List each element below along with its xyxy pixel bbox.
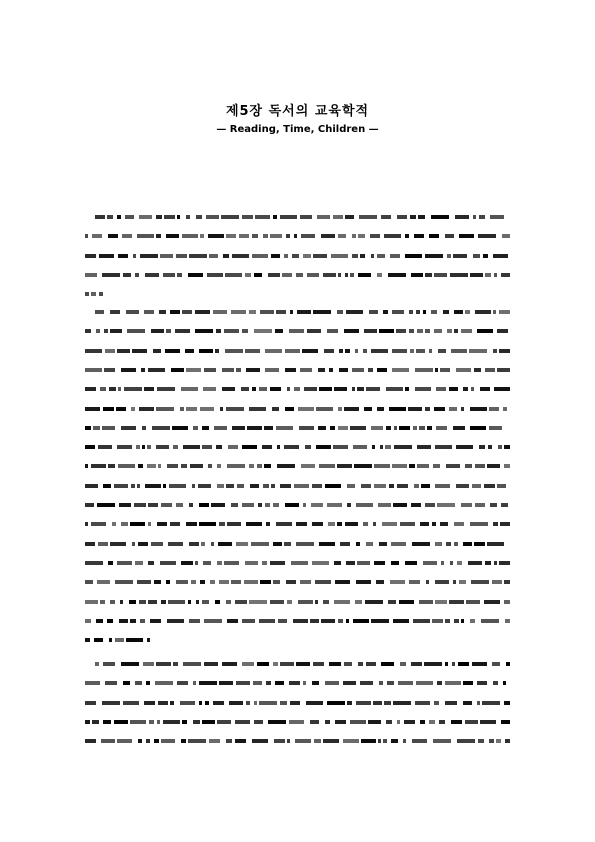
text-line bbox=[85, 215, 510, 219]
text-line bbox=[85, 464, 510, 468]
text-line bbox=[85, 329, 510, 333]
text-line bbox=[85, 273, 510, 277]
text-line bbox=[85, 638, 153, 642]
text-line bbox=[85, 503, 510, 507]
text-line bbox=[85, 407, 510, 411]
text-line bbox=[85, 561, 510, 565]
text-line bbox=[85, 349, 510, 353]
text-line bbox=[85, 292, 107, 296]
text-line bbox=[85, 701, 510, 705]
text-line bbox=[85, 580, 510, 584]
text-line bbox=[85, 234, 510, 238]
text-line bbox=[85, 739, 510, 743]
text-line bbox=[85, 254, 510, 258]
document-title: 제5장 독서의 교육학적 bbox=[225, 104, 370, 119]
document-subtitle: — Reading, Time, Children — bbox=[216, 124, 379, 135]
text-line bbox=[85, 662, 510, 666]
text-line bbox=[85, 681, 510, 685]
document-body bbox=[85, 0, 510, 842]
text-line bbox=[85, 368, 510, 372]
text-line bbox=[85, 310, 510, 314]
text-line bbox=[85, 600, 510, 604]
text-line bbox=[85, 387, 510, 391]
text-line bbox=[85, 619, 510, 623]
text-line bbox=[85, 542, 510, 546]
text-line bbox=[85, 522, 510, 526]
text-line bbox=[85, 426, 510, 430]
text-line bbox=[85, 720, 510, 724]
text-line bbox=[85, 445, 510, 449]
text-line bbox=[85, 484, 510, 488]
